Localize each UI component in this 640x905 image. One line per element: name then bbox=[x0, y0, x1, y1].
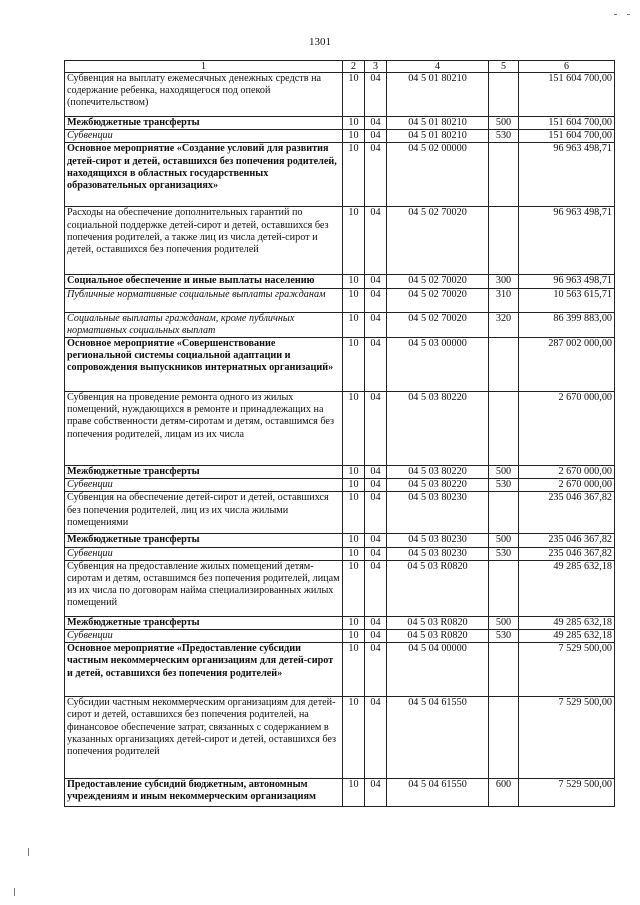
row-name: Межбюджетные трансферты bbox=[65, 616, 343, 629]
row-vr: 530 bbox=[489, 630, 519, 643]
row-vr: 600 bbox=[489, 779, 519, 807]
row-vr: 500 bbox=[489, 616, 519, 629]
row-csr: 04 5 03 80230 bbox=[387, 492, 489, 534]
budget-table bbox=[64, 60, 615, 807]
table-row bbox=[65, 117, 615, 130]
row-sum: 96 963 498,71 bbox=[519, 143, 615, 207]
row-pr: 04 bbox=[365, 643, 387, 697]
row-rz: 10 bbox=[343, 779, 365, 807]
row-sum: 7 529 500,00 bbox=[519, 643, 615, 697]
row-csr: 04 5 01 80210 bbox=[387, 117, 489, 130]
row-csr: 04 5 03 R0820 bbox=[387, 630, 489, 643]
row-sum: 235 046 367,82 bbox=[519, 547, 615, 560]
row-rz: 10 bbox=[343, 275, 365, 288]
row-csr: 04 5 03 R0820 bbox=[387, 560, 489, 616]
row-pr: 04 bbox=[365, 275, 387, 288]
column-header: 1 bbox=[65, 61, 343, 73]
row-csr: 04 5 03 80220 bbox=[387, 479, 489, 492]
row-rz: 10 bbox=[343, 130, 365, 143]
row-vr bbox=[489, 560, 519, 616]
table-row bbox=[65, 73, 615, 117]
table-row bbox=[65, 312, 615, 337]
table-row bbox=[65, 616, 615, 629]
row-rz: 10 bbox=[343, 479, 365, 492]
row-sum: 151 604 700,00 bbox=[519, 130, 615, 143]
row-rz: 10 bbox=[343, 207, 365, 275]
row-name: Межбюджетные трансферты bbox=[65, 466, 343, 479]
row-rz: 10 bbox=[343, 643, 365, 697]
row-csr: 04 5 02 00000 bbox=[387, 143, 489, 207]
row-csr: 04 5 03 80230 bbox=[387, 547, 489, 560]
row-name: Социальное обеспечение и иные выплаты населению bbox=[65, 275, 343, 288]
row-pr: 04 bbox=[365, 312, 387, 337]
row-pr: 04 bbox=[365, 492, 387, 534]
row-csr: 04 5 04 00000 bbox=[387, 643, 489, 697]
table-header-row bbox=[65, 61, 615, 73]
table-row bbox=[65, 338, 615, 392]
row-rz: 10 bbox=[343, 560, 365, 616]
table-row bbox=[65, 534, 615, 547]
row-pr: 04 bbox=[365, 130, 387, 143]
row-csr: 04 5 04 61550 bbox=[387, 779, 489, 807]
row-csr: 04 5 02 70020 bbox=[387, 312, 489, 337]
row-csr: 04 5 03 80220 bbox=[387, 466, 489, 479]
row-rz: 10 bbox=[343, 392, 365, 466]
row-csr: 04 5 01 80210 bbox=[387, 130, 489, 143]
row-vr bbox=[489, 338, 519, 392]
row-csr: 04 5 01 80210 bbox=[387, 73, 489, 117]
scan-speck bbox=[14, 888, 15, 896]
row-vr: 310 bbox=[489, 288, 519, 312]
row-name: Субвенция на проведение ремонта одного из жилых помещений, нуждающихся в ремонте и принадлежащих на праве собственности детям-сиротам и детям, оставшимся без попечения родителей, лицам из их числа bbox=[65, 392, 343, 466]
row-csr: 04 5 02 70020 bbox=[387, 207, 489, 275]
row-rz: 10 bbox=[343, 288, 365, 312]
table-row bbox=[65, 130, 615, 143]
row-pr: 04 bbox=[365, 117, 387, 130]
column-header: 4 bbox=[387, 61, 489, 73]
row-pr: 04 bbox=[365, 560, 387, 616]
row-pr: 04 bbox=[365, 630, 387, 643]
row-rz: 10 bbox=[343, 534, 365, 547]
table-row bbox=[65, 466, 615, 479]
column-header: 6 bbox=[519, 61, 615, 73]
row-rz: 10 bbox=[343, 697, 365, 779]
row-sum: 10 563 615,71 bbox=[519, 288, 615, 312]
row-rz: 10 bbox=[343, 630, 365, 643]
row-pr: 04 bbox=[365, 616, 387, 629]
row-vr bbox=[489, 207, 519, 275]
page-number: 1301 bbox=[309, 36, 331, 48]
column-header: 2 bbox=[343, 61, 365, 73]
table-row bbox=[65, 492, 615, 534]
row-rz: 10 bbox=[343, 143, 365, 207]
row-vr bbox=[489, 492, 519, 534]
row-name: Предоставление субсидий бюджетным, автономным учреждениям и иным некоммерческим организациям bbox=[65, 779, 343, 807]
row-vr: 530 bbox=[489, 547, 519, 560]
row-rz: 10 bbox=[343, 466, 365, 479]
row-csr: 04 5 03 80220 bbox=[387, 392, 489, 466]
row-pr: 04 bbox=[365, 143, 387, 207]
scan-speck bbox=[28, 848, 29, 856]
column-header: 5 bbox=[489, 61, 519, 73]
row-vr: 530 bbox=[489, 479, 519, 492]
row-sum: 49 285 632,18 bbox=[519, 560, 615, 616]
row-name: Субвенция на обеспечение детей-сирот и детей, оставшихся без попечения родителей, лиц из их числа жилыми помещениями bbox=[65, 492, 343, 534]
row-sum: 49 285 632,18 bbox=[519, 630, 615, 643]
row-csr: 04 5 02 70020 bbox=[387, 275, 489, 288]
table-row bbox=[65, 288, 615, 312]
row-sum: 86 399 883,00 bbox=[519, 312, 615, 337]
row-vr bbox=[489, 643, 519, 697]
row-csr: 04 5 03 80230 bbox=[387, 534, 489, 547]
row-pr: 04 bbox=[365, 207, 387, 275]
row-name: Межбюджетные трансферты bbox=[65, 534, 343, 547]
row-rz: 10 bbox=[343, 73, 365, 117]
row-rz: 10 bbox=[343, 117, 365, 130]
row-sum: 2 670 000,00 bbox=[519, 479, 615, 492]
row-sum: 2 670 000,00 bbox=[519, 466, 615, 479]
row-sum: 2 670 000,00 bbox=[519, 392, 615, 466]
row-name: Субвенции bbox=[65, 479, 343, 492]
row-vr: 500 bbox=[489, 534, 519, 547]
table-row bbox=[65, 392, 615, 466]
row-name: Субвенция на выплату ежемесячных денежных средств на содержание ребенка, находящегося под опекой (попечительством) bbox=[65, 73, 343, 117]
row-rz: 10 bbox=[343, 616, 365, 629]
row-sum: 96 963 498,71 bbox=[519, 275, 615, 288]
row-pr: 04 bbox=[365, 697, 387, 779]
row-csr: 04 5 02 70020 bbox=[387, 288, 489, 312]
table-row bbox=[65, 275, 615, 288]
row-pr: 04 bbox=[365, 338, 387, 392]
row-vr: 530 bbox=[489, 130, 519, 143]
scan-speck bbox=[614, 14, 617, 15]
row-name: Публичные нормативные социальные выплаты гражданам bbox=[65, 288, 343, 312]
row-name: Субвенции bbox=[65, 130, 343, 143]
row-rz: 10 bbox=[343, 312, 365, 337]
row-csr: 04 5 04 61550 bbox=[387, 697, 489, 779]
row-pr: 04 bbox=[365, 779, 387, 807]
row-name: Субсидии частным некоммерческим организациям для детей-сирот и детей, оставшихся без попечения родителей, на финансовое обеспечение затрат, связанных с содержанием в указанных организациях детей-сирот и детей, оставшихся без попечения родителей bbox=[65, 697, 343, 779]
row-rz: 10 bbox=[343, 338, 365, 392]
row-pr: 04 bbox=[365, 392, 387, 466]
row-name: Основное мероприятие «Совершенствование региональной системы социальной адаптации и сопровождения выпускников интернатных организаций» bbox=[65, 338, 343, 392]
row-name: Субвенция на предоставление жилых помещений детям-сиротам и детям, оставшимся без попечения родителей, лицам из их числа по договорам найма специализированных жилых помещений bbox=[65, 560, 343, 616]
row-name: Субвенции bbox=[65, 547, 343, 560]
row-sum: 235 046 367,82 bbox=[519, 534, 615, 547]
row-sum: 49 285 632,18 bbox=[519, 616, 615, 629]
row-rz: 10 bbox=[343, 492, 365, 534]
table-row bbox=[65, 560, 615, 616]
row-pr: 04 bbox=[365, 534, 387, 547]
row-sum: 7 529 500,00 bbox=[519, 697, 615, 779]
row-name: Социальные выплаты гражданам, кроме публичных нормативных социальных выплат bbox=[65, 312, 343, 337]
row-vr: 320 bbox=[489, 312, 519, 337]
row-sum: 287 002 000,00 bbox=[519, 338, 615, 392]
row-pr: 04 bbox=[365, 479, 387, 492]
table-row bbox=[65, 643, 615, 697]
row-pr: 04 bbox=[365, 466, 387, 479]
row-vr bbox=[489, 143, 519, 207]
row-vr: 300 bbox=[489, 275, 519, 288]
row-sum: 96 963 498,71 bbox=[519, 207, 615, 275]
row-name: Субвенции bbox=[65, 630, 343, 643]
table-row bbox=[65, 547, 615, 560]
row-vr bbox=[489, 697, 519, 779]
row-pr: 04 bbox=[365, 73, 387, 117]
row-csr: 04 5 03 00000 bbox=[387, 338, 489, 392]
row-pr: 04 bbox=[365, 547, 387, 560]
table-row bbox=[65, 479, 615, 492]
column-header: 3 bbox=[365, 61, 387, 73]
row-rz: 10 bbox=[343, 547, 365, 560]
table-row bbox=[65, 143, 615, 207]
scan-speck bbox=[627, 14, 630, 15]
row-sum: 151 604 700,00 bbox=[519, 73, 615, 117]
row-csr: 04 5 03 R0820 bbox=[387, 616, 489, 629]
row-vr bbox=[489, 392, 519, 466]
row-name: Межбюджетные трансферты bbox=[65, 117, 343, 130]
row-name: Расходы на обеспечение дополнительных гарантий по социальной поддержке детей-сирот и детей, оставшихся без попечения родителей, а также лиц из числа детей-сирот и детей, оставшихся без попечения родителей bbox=[65, 207, 343, 275]
row-name: Основное мероприятие «Предоставление субсидии частным некоммерческим организациям для детей-сирот и детей, оставшихся без попечения родителей» bbox=[65, 643, 343, 697]
row-sum: 151 604 700,00 bbox=[519, 117, 615, 130]
row-vr bbox=[489, 73, 519, 117]
table-row bbox=[65, 697, 615, 779]
row-vr: 500 bbox=[489, 466, 519, 479]
table-row bbox=[65, 207, 615, 275]
table-row bbox=[65, 630, 615, 643]
table-row bbox=[65, 779, 615, 807]
row-pr: 04 bbox=[365, 288, 387, 312]
row-sum: 235 046 367,82 bbox=[519, 492, 615, 534]
row-sum: 7 529 500,00 bbox=[519, 779, 615, 807]
row-vr: 500 bbox=[489, 117, 519, 130]
row-name: Основное мероприятие «Создание условий для развития детей-сирот и детей, оставшихся без попечения родителей, находящихся в областных государственных образовательных организациях» bbox=[65, 143, 343, 207]
